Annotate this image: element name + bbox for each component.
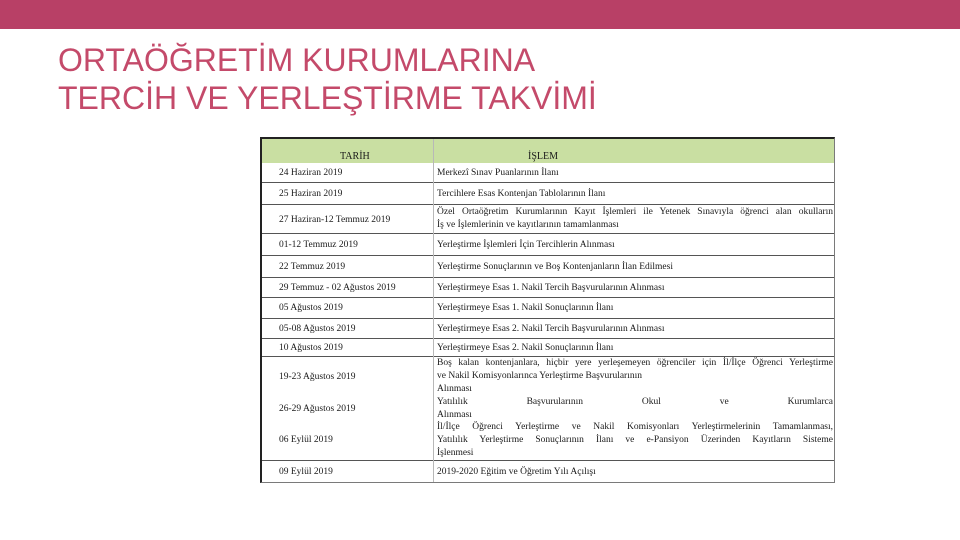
table-row-group — [262, 357, 834, 461]
row-operation-line: İl/İlçe Öğrenci Yerleştirme ve Nakil Komisyonları Yerleştirmelerinin Tamamlanması, — [437, 422, 833, 432]
table-row — [262, 298, 834, 319]
row-date: 01-12 Temmuz 2019 — [279, 240, 358, 250]
row-operation — [437, 167, 833, 180]
header-operation: İŞLEM — [528, 151, 558, 162]
slide-title — [58, 41, 918, 117]
table-row — [262, 461, 834, 483]
table-row — [262, 205, 834, 234]
row-operation — [437, 282, 833, 295]
header-date: TARİH — [340, 151, 370, 162]
row-operation-line: Yerleştirme Sonuçlarının ve Boş Kontenjanların İlan Edilmesi — [437, 262, 673, 272]
row-operation — [437, 261, 833, 274]
table-row — [262, 163, 834, 183]
row-date: 24 Haziran 2019 — [279, 168, 343, 178]
row-operation — [437, 239, 833, 252]
row-operation-line: Boş kalan kontenjanlara, hiçbir yere yerleşemeyen öğrenciler için İl/İlçe Öğrenci Yerleştirme — [437, 358, 833, 368]
row-operation-line: Yatılılık Başvurularının Okul ve Kurumlarca — [437, 397, 833, 407]
row-operation — [437, 396, 833, 422]
row-date: 29 Temmuz - 02 Ağustos 2019 — [279, 283, 396, 293]
row-operation — [437, 342, 833, 355]
row-operation-line: Özel Ortaöğretim Kurumlarının Kayıt İşlemleri ile Yetenek Sınavıyla öğrenci alan okulların — [437, 207, 833, 217]
row-date: 22 Temmuz 2019 — [279, 262, 346, 272]
table-row — [262, 234, 834, 256]
row-date: 09 Eylül 2019 — [279, 467, 333, 477]
row-operation — [437, 323, 833, 336]
top-accent-bar — [0, 0, 960, 29]
row-operation-line: Tercihlere Esas Kontenjan Tablolarının İlanı — [437, 189, 606, 199]
row-operation — [437, 188, 833, 201]
row-date: 05-08 Ağustos 2019 — [279, 324, 356, 334]
row-date: 26-29 Ağustos 2019 — [279, 404, 356, 414]
table-row — [262, 183, 834, 205]
row-operation-line: Alınması — [437, 410, 472, 420]
row-operation — [437, 466, 833, 479]
row-operation-line: Yatılılık Yerleştirme Sonuçlarının İlanı ve e-Pansiyon Üzerinden Kayıtların Sisteme — [437, 435, 833, 445]
row-operation-line: Yerleştirmeye Esas 1. Nakil Sonuçlarının İlanı — [437, 303, 614, 313]
row-date: 10 Ağustos 2019 — [279, 343, 343, 353]
row-operation-line: Yerleştirmeye Esas 2. Nakil Sonuçlarının İlanı — [437, 343, 614, 353]
row-date: 27 Haziran-12 Temmuz 2019 — [279, 215, 391, 225]
row-operation — [437, 206, 833, 232]
slide-title-line-1: ORTAÖĞRETİM KURUMLARINA — [58, 42, 536, 78]
row-operation — [437, 302, 833, 315]
row-date: 25 Haziran 2019 — [279, 189, 343, 199]
slide-title-line-2: TERCİH VE YERLEŞTİRME TAKVİMİ — [58, 80, 597, 116]
table-header — [262, 139, 834, 163]
row-operation-line: Alınması — [437, 384, 472, 394]
row-operation-line: ve Nakil Komisyonlarınca Yerleştirme Başvurularının — [437, 371, 643, 381]
schedule-table — [260, 137, 835, 483]
table-row — [262, 339, 834, 357]
row-date: 19-23 Ağustos 2019 — [279, 372, 356, 382]
row-date: 05 Ağustos 2019 — [279, 303, 343, 313]
table-row — [262, 256, 834, 278]
row-operation-line: 2019-2020 Eğitim ve Öğretim Yılı Açılışı — [437, 467, 596, 477]
table-row — [262, 319, 834, 339]
row-operation-line: İş ve İşlemlerinin ve kayıtlarının tamamlanması — [437, 220, 619, 230]
table-row — [262, 278, 834, 298]
row-date: 06 Eylül 2019 — [279, 435, 333, 445]
row-operation-line: Yerleştirmeye Esas 2. Nakil Tercih Başvurularının Alınması — [437, 324, 665, 334]
row-operation — [437, 357, 833, 396]
row-operation-line: Yerleştirme İşlemleri İçin Tercihlerin Alınması — [437, 240, 615, 250]
row-operation — [437, 421, 833, 460]
row-operation-line: Yerleştirmeye Esas 1. Nakil Tercih Başvurularının Alınması — [437, 283, 665, 293]
row-operation-line: İşlenmesi — [437, 448, 474, 458]
row-operation-line: Merkezî Sınav Puanlarının İlanı — [437, 168, 559, 178]
